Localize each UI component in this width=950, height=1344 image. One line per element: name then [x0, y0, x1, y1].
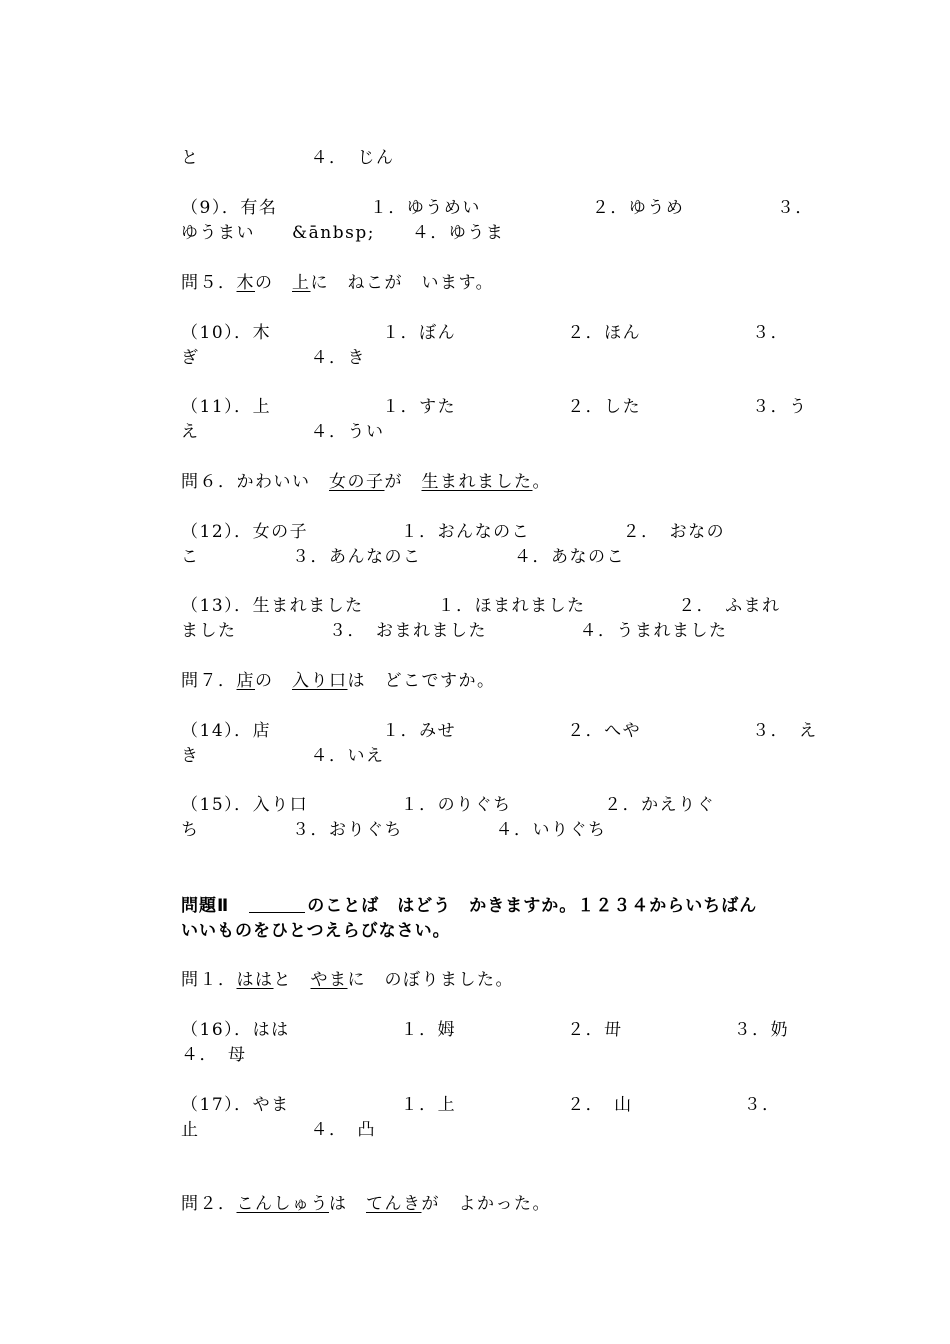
q16-line-2: ４． 母 [181, 1045, 247, 1065]
q12-line-1: （12）．女の子 １．おんなのこ ２． おなの [181, 522, 726, 542]
mondai-7-prefix: 問７． [181, 671, 237, 691]
mondai-6-underlined-1: 女の子 [329, 472, 385, 492]
mondai-1-rest: に のぼりました。 [347, 970, 514, 990]
mondai-7-sentence [181, 669, 821, 694]
mondai-1-underlined-1: はは [236, 970, 274, 990]
mondai-1-underlined-2: やま [310, 970, 348, 990]
mondai-5-sentence [181, 271, 821, 296]
q8-choice-line: と ４． じん [181, 148, 395, 168]
mondai-2-underlined-2: てんき [366, 1194, 422, 1214]
mondai-2-underlined-1: こんしゅう [236, 1194, 329, 1214]
mondai-5-middle: の [255, 273, 292, 293]
section-2-instruction-line-2: いいものをひとつえらびなさい。 [181, 921, 451, 941]
mondai-5-rest: に ねこが います。 [310, 273, 495, 293]
q14-line-2: き ４．いえ [181, 746, 385, 766]
q13-line-2: ました ３． おまれました ４．うまれました [181, 621, 728, 641]
q10-line-2: ぎ ４．き [181, 348, 366, 368]
q11-line-1: （11）．上 １．すた ２．した ３．う [181, 397, 808, 417]
q9-line-1: （9）．有名 １．ゆうめい ２．ゆうめ ３． [181, 198, 814, 218]
q15-line-2: ち ３．おりぐち ４．いりぐち [181, 820, 607, 840]
mondai-1-middle: と [273, 970, 311, 990]
mondai-5-prefix: 問５． [181, 273, 237, 293]
q10-line-1: （10）．木 １．ぼん ２．ほん ３． [181, 323, 790, 343]
mondai-5-underlined-2: 上 [292, 273, 311, 293]
section-2-label: 問題Ⅱ [181, 896, 230, 916]
q15-line-1: （15）．入り口 １．のりぐち ２．かえりぐ [181, 795, 716, 815]
mondai-7-underlined-1: 店 [236, 671, 255, 691]
mondai-6-sentence [181, 470, 821, 495]
section-2-instruction-line-1 [181, 894, 821, 919]
q17-line-1: （17）．やま １．上 ２． 山 ３． [181, 1095, 781, 1115]
mondai-2-sentence [181, 1192, 821, 1217]
mondai-7-middle: の [255, 671, 292, 691]
mondai-6-middle: が [384, 472, 422, 492]
mondai-2-middle: は [329, 1194, 366, 1214]
mondai-6-prefix: 問６．かわいい [181, 472, 329, 492]
mondai-7-rest: は どこですか。 [347, 671, 496, 691]
mondai-2-rest: が よかった。 [421, 1194, 551, 1214]
mondai-1-prefix: 問１． [181, 970, 237, 990]
q16-line-1: （16）．はは １．姆 ２．毌 ３．奶 [181, 1020, 790, 1040]
mondai-6-underlined-2: 生まれました [421, 472, 533, 492]
section-2-instruction-text: のことば はどう かきますか。１２３４からいちばん [307, 896, 758, 916]
q11-line-2: え ４．うい [181, 422, 385, 442]
q9-line-2: ゆうまい &ānbsp; ４．ゆうま [181, 223, 505, 243]
q13-line-1: （13）．生まれました １．ほまれました ２． ふまれ [181, 596, 781, 616]
q12-line-2: こ ３．あんなのこ ４．あなのこ [181, 547, 625, 567]
mondai-7-underlined-2: 入り口 [292, 671, 348, 691]
mondai-2-prefix: 問２． [181, 1194, 237, 1214]
mondai-5-underlined-1: 木 [236, 273, 255, 293]
q14-line-1: （14）．店 １．みせ ２．へや ３． え [181, 721, 818, 741]
q17-line-2: 止 ４． 凸 [181, 1120, 376, 1140]
mondai-6-rest: 。 [532, 472, 551, 492]
mondai-1-sentence [181, 968, 821, 993]
answer-blank [249, 894, 305, 913]
